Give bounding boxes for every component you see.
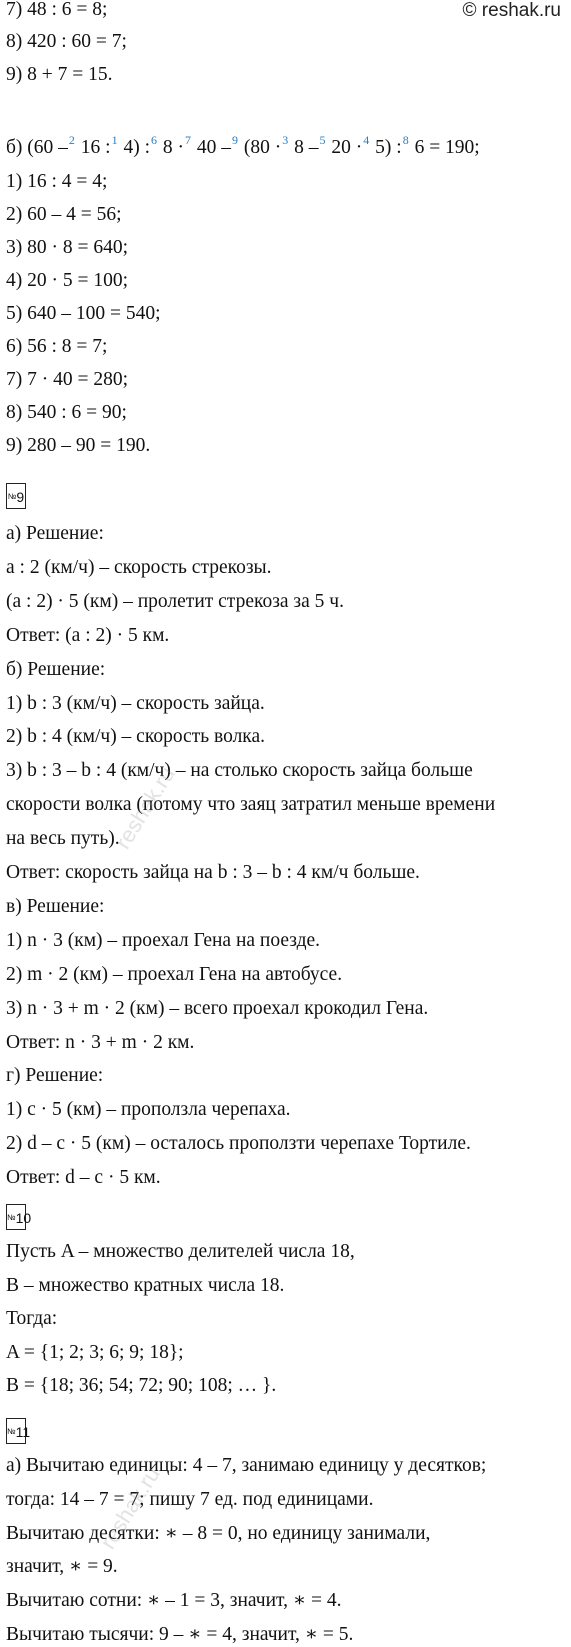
text-line: Вычитаю тысячи: 9 – ∗ = 4, значит, ∗ = 5. [6,1624,354,1645]
order-mark: 1 [111,133,118,147]
expr-part: (80 · [243,137,282,158]
text-line: Ответ: (a : 2) · 5 км. [6,624,170,646]
text-line: на весь путь). [6,828,120,850]
text-line: 3) n · 3 + m · 2 (км) – всего проехал крокодил Гена. [6,997,429,1019]
text-line: 5) 640 – 100 = 540; [6,303,161,324]
text-line: Ответ: d – c · 5 км. [6,1167,161,1189]
diagonal-watermark: reshak.ru [110,762,180,854]
text-line: а) Решение: [6,523,104,544]
text-line: скорости волка (потому что заяц затратил меньше времени [6,794,496,816]
text-line: г) Решение: [6,1065,104,1087]
text-line: 1) 16 : 4 = 4; [6,171,108,192]
step-line: 7) 48 : 6 = 8; [6,0,108,20]
expr-part: 8 · [162,137,185,158]
text-line: 2) b : 4 (км/ч) – скорость волка. [6,726,266,748]
text-line: в) Решение: [6,895,105,917]
text-line: 7) 7 · 40 = 280; [6,369,129,390]
text-line: B = {18; 36; 54; 72; 90; 108; … }. [6,1375,277,1396]
text-line: (a : 2) · 5 (км) – пролетит стрекоза за 5 ч. [6,590,344,612]
step-line: 8) 420 : 60 = 7; [6,31,127,52]
order-mark: 6 [151,133,158,147]
text-line: A = {1; 2; 3; 6; 9; 18}; [6,1341,184,1363]
text-line: 4) 20 · 5 = 100; [6,270,129,291]
expr-part: 8 – [294,137,319,158]
text-line: 8) 540 : 6 = 90; [6,402,127,423]
text-line: Тогда: [6,1308,58,1329]
site-watermark: © reshak.ru [462,0,561,21]
expr-prefix: б) [6,137,23,158]
text-line: 2) m · 2 (км) – проехал Гена на автобусе. [6,963,343,985]
order-mark: 8 [402,133,409,147]
step-line: 9) 8 + 7 = 15. [6,64,113,85]
text-line: Пусть A – множество делителей числа 18, [6,1241,355,1262]
order-mark: 3 [282,133,289,147]
text-line: 9) 280 – 90 = 190. [6,435,151,456]
text-line: Вычитаю сотни: ∗ – 1 = 3, значит, ∗ = 4. [6,1590,342,1612]
expr-part: (60 – [27,137,68,158]
expr-part: 5) : [375,137,402,158]
text-line: 1) b : 3 (км/ч) – скорость зайца. [6,692,265,714]
expr-part: 4) : [123,137,151,158]
task-number-10: №10 [6,1204,26,1230]
text-line: Вычитаю десятки: ∗ – 8 = 0, но единицу занимали, [6,1522,431,1544]
task-number-11: №11 [6,1418,26,1444]
expression-b [6,133,480,161]
expr-part: 40 – [196,137,232,158]
text-line: тогда: 14 – 7 = 7; пишу 7 ед. под единицами. [6,1488,374,1510]
text-line: 1) n · 3 (км) – проехал Гена на поезде. [6,929,321,951]
order-mark: 9 [232,133,239,147]
task-number-9: №9 [6,483,26,509]
text-line: 3) 80 · 8 = 640; [6,237,129,258]
text-line: а) Вычитаю единицы: 4 – 7, занимаю единицу у десятков; [6,1455,487,1476]
expr-part: 6 = 190; [414,137,480,158]
text-line: значит, ∗ = 9. [6,1556,118,1578]
text-line: 2) d – c · 5 (км) – осталось проползти черепахе Тортиле. [6,1133,471,1155]
text-line: 6) 56 : 8 = 7; [6,336,108,357]
text-line: б) Решение: [6,658,106,680]
text-line: 3) b : 3 – b : 4 (км/ч) – на столько скорость зайца больше [6,760,473,782]
text-line: 1) c · 5 (км) – проползла черепаха. [6,1099,291,1121]
order-mark: 7 [185,133,192,147]
text-line: B – множество кратных числа 18. [6,1274,285,1296]
expr-part: 20 · [331,137,363,158]
text-line: Ответ: n · 3 + m · 2 км. [6,1031,195,1053]
text-line: Ответ: скорость зайца на b : 3 – b : 4 км/ч больше. [6,862,420,883]
text-line: a : 2 (км/ч) – скорость стрекозы. [6,556,272,578]
text-line: 2) 60 – 4 = 56; [6,204,122,225]
order-mark: 5 [319,133,326,147]
order-mark: 4 [363,133,370,147]
diagonal-watermark: reshak.ru [95,1462,165,1554]
expr-part: 16 : [80,137,111,158]
order-mark: 2 [68,133,75,147]
